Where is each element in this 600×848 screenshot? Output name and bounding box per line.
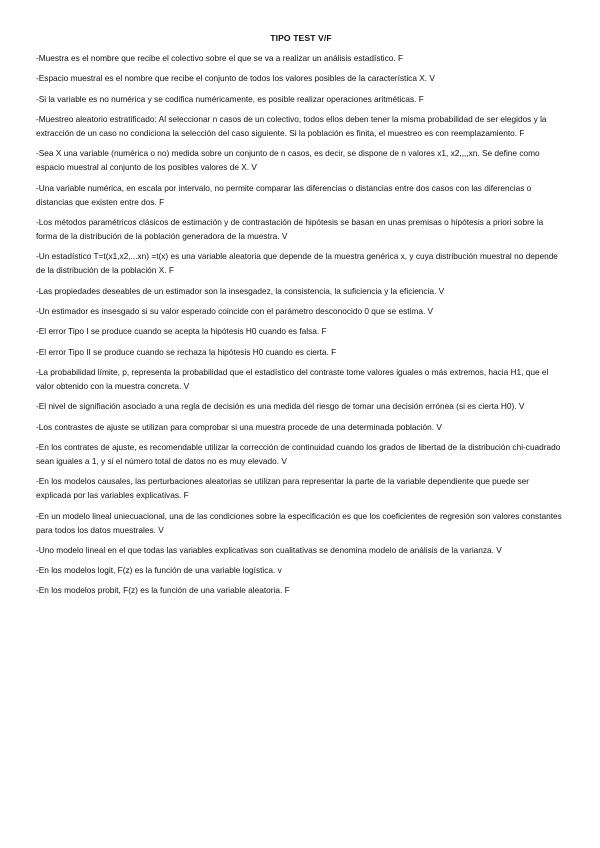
question-item: -En un modelo lineal uniecuacional, una de las condiciones sobre la especificación es que los coeficientes de regresión son valores constantes para todos los datos muestrales. V — [36, 510, 562, 535]
question-item: -Espacio muestral es el nombre que recibe el conjunto de todos los valores posibles de la característica X. V — [36, 73, 435, 84]
question-item: -En los modelos logit, F(z) es la función de una variable logística. v — [36, 565, 282, 576]
question-item: -Sea X una variable (numérica o no) medida sobre un conjunto de n casos, es decir, se dispone de n valores x1, x2,,,,xn. Se define como espacio muestral al conjunto de los posibles valores de X. V — [36, 148, 540, 173]
question-item: -En los modelos causales, las perturbaciones aleatorias se utilizan para representar la parte de la variable dependiente que puede ser explicada por las variables explicativas. F — [36, 476, 530, 501]
question-item: -Muestreo aleatorio estratificado: Al seleccionar n casos de un colectivo, todos ellos deben tener la misma probabilidad de ser elegidos y la extracción de un caso no condiciona la selección del caso siguiente. Si la población es finita, el muestreo es con reemplazamiento. F — [36, 113, 547, 138]
question-item: -En los modelos probit, F(z) es la función de una variable aleatoria. F — [36, 585, 290, 596]
question-item: -El nivel de signifiación asociado a una regla de decisión es una medida del riesgo de tomar una decisión errónea (si es cierta H0). V — [36, 401, 525, 412]
question-list — [36, 51, 566, 598]
document-title: TIPO TEST V/F — [270, 33, 332, 43]
question-item: -Si la variable es no numérica y se codifica numéricamente, es posible realizar operaciones aritméticas. F — [36, 93, 424, 104]
question-item: -Un estadístico T=t(x1,x2,...xn) =t(x) es una variable aleatoria que depende de la muestra genérica x, y cuya distribución muestral no depende de la distribución de la población X. F — [36, 251, 558, 276]
question-item: -Las propiedades deseables de un estimador son la insesgadez, la consistencia, la suficiencia y la eficiencia. V — [36, 285, 445, 296]
question-item: -Una variable numérica, en escala por intervalo, no permite comparar las diferencias o distancias entre dos casos con las diferencias o distancias que existen entre dos. F — [36, 182, 532, 207]
question-item: -Uno modelo lineal en el que todas las variables explicativas son cualitativas se denomina modelo de análisis de la varianza. V — [36, 544, 502, 555]
question-item: -El error Tipo I se produce cuando se acepta la hipótesis H0 cuando es falsa. F — [36, 326, 327, 337]
question-item: -La probabilidad límite, p, representa la probabilidad que el estadístico del contraste tome valores iguales o más extremos, hacia H1, que el valor obtenido con la muestra concreta. V — [36, 366, 549, 391]
question-item: -Los métodos paramétricos clásicos de estimación y de contrastación de hipótesis se basan en unas premisas o hipótesis a priori sobre la forma de la distribución de la población generadora de la muestra. V — [36, 216, 544, 242]
document-page — [36, 33, 566, 604]
question-item: -Un estimador es insesgado si su valor esperado coincide con el parámetro desconocido 0 que se estima. V — [36, 306, 434, 316]
question-item: -El error Tipo II se produce cuando se rechaza la hipótesis H0 cuando es cierta. F — [36, 346, 337, 357]
question-item: -Muestra es el nombre que recibe el colectivo sobre el que se va a realizar un análisis estadístico. F — [36, 53, 404, 63]
question-item: -Los contrastes de ajuste se utilizan para comprobar si una muestra procede de una determinada población. V — [36, 421, 442, 432]
question-item: -En los contrates de ajuste, es recomendable utilizar la corrección de continuidad cuando los grados de libertad de la distribución chi-cuadrado sean iguales a 1, y si el número total de datos no es muy elevado. V — [36, 441, 561, 466]
